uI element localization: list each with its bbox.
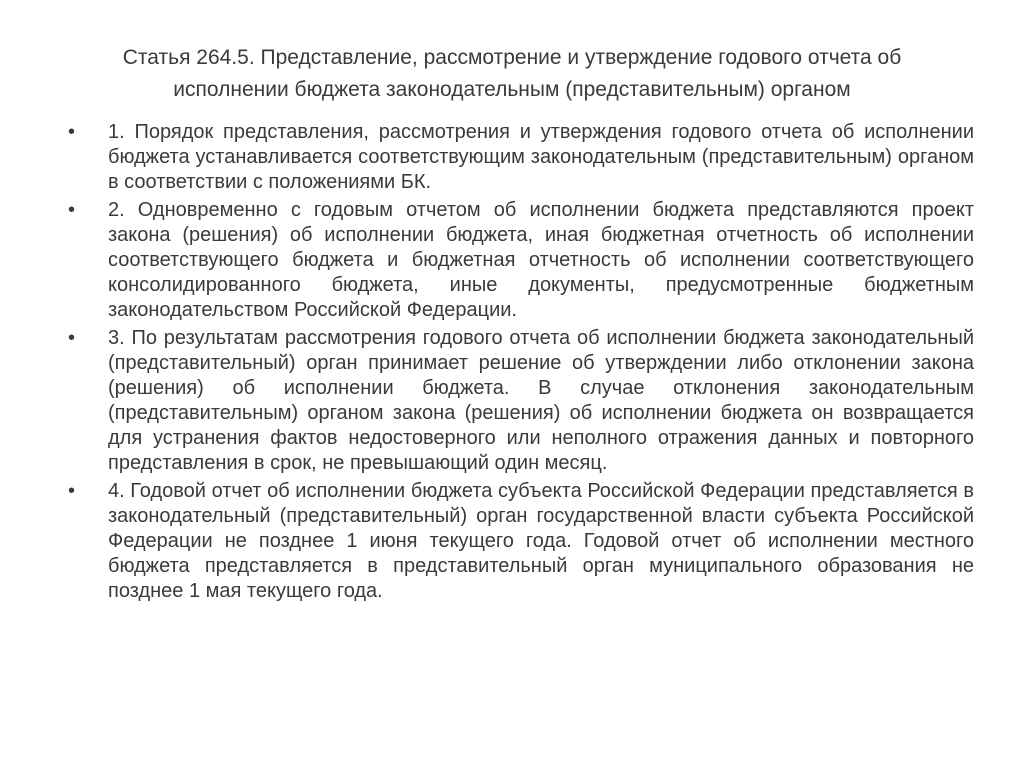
article-items-list xyxy=(68,120,974,607)
list-item-text: 2. Одновременно с годовым отчетом об исполнении бюджета представляются проект закона (решения) об исполнении бюджета, иная бюджетная отчетность об исполнении соответствующего бюджета и бюджетная отчетность об исполнении соответствующего консолидированного бюджета, иные документы, предусмотренные бюджетным законодательством Российской Федерации. xyxy=(108,199,974,321)
bullet-icon: • xyxy=(68,121,76,143)
list-item-text: 1. Порядок представления, рассмотрения и утверждения годового отчета об исполнении бюджета устанавливается соответствующим законодательным (представительным) органом в соответствии с положениями БК. xyxy=(108,121,974,193)
list-item xyxy=(68,326,974,476)
list-item xyxy=(68,479,974,604)
list-item-text: 4. Годовой отчет об исполнении бюджета субъекта Российской Федерации представляется в законодательный (представительный) орган государственной власти субъекта Российской Федерации не позднее 1 июня текущего года. Годовой отчет об исполнении местного бюджета представляется в представительный орган муниципального образования не позднее 1 мая текущего года. xyxy=(108,480,974,602)
list-item xyxy=(68,120,974,195)
bullet-icon: • xyxy=(68,480,76,502)
list-item xyxy=(68,198,974,323)
bullet-icon: • xyxy=(68,199,76,221)
page-title: Статья 264.5. Представление, рассмотрение и утверждение годового отчета об исполнении бюджета законодательным (представительным) органом xyxy=(122,46,902,101)
bullet-icon: • xyxy=(68,327,76,349)
list-item-text: 3. По результатам рассмотрения годового отчета об исполнении бюджета законодательный (представительный) орган принимает решение об утверждении либо отклонении закона (решения) об исполнении бюджета. В случае отклонения законодательным (представительным) органом закона (решения) об исполнении бюджета он возвращается для устранения фактов недостоверного или неполного отражения данных и повторного представления в срок, не превышающий один месяц. xyxy=(108,327,974,474)
